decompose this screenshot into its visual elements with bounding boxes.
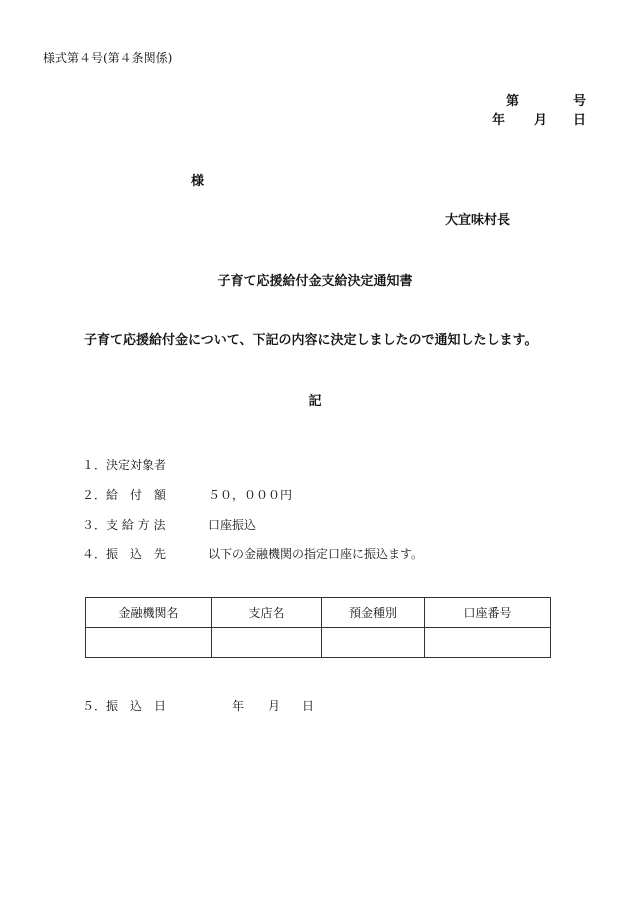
- cell-account-number: [425, 628, 551, 658]
- header-deposit-type: 預金種別: [322, 598, 425, 628]
- item-3-value: 口座振込: [208, 518, 257, 532]
- cell-bank-name: [86, 628, 212, 658]
- header-bank-name: 金融機関名: [86, 598, 212, 628]
- transfer-date-month: 月: [268, 699, 281, 713]
- header-account-number: 口座番号: [425, 598, 551, 628]
- header-branch-name: 支店名: [212, 598, 322, 628]
- cell-branch-name: [212, 628, 322, 658]
- date-month: 月: [534, 113, 548, 128]
- document-title: 子育て応援給付金支給決定通知書: [217, 274, 413, 289]
- doc-number-dai: 第: [506, 94, 520, 109]
- transfer-date-year: 年: [232, 699, 245, 713]
- item-2-value: ５０，０００円: [208, 488, 293, 502]
- date-year: 年: [492, 113, 506, 128]
- recipient-honorific: 様: [191, 174, 205, 189]
- issuer: 大宜味村長: [445, 213, 511, 228]
- item-4-label: ４．振 込 先: [82, 547, 167, 561]
- item-2-label: ２．給 付 額: [82, 488, 167, 502]
- cell-deposit-type: [322, 628, 425, 658]
- table-row: [86, 628, 551, 658]
- date-day: 日: [573, 113, 587, 128]
- item-1-label: １．決定対象者: [82, 458, 167, 472]
- body-text: 子育て応援給付金について、下記の内容に決定しましたので通知したします。: [84, 333, 538, 348]
- item-3-label: ３．支 給 方 法: [82, 518, 166, 532]
- item-4-value: 以下の金融機関の指定口座に振込ます。: [208, 547, 424, 561]
- table-header-row: [86, 598, 551, 628]
- transfer-date-label: ５．振 込 日: [82, 699, 167, 713]
- bank-account-table: [85, 597, 551, 658]
- ki-heading: 記: [308, 394, 322, 409]
- form-label: 様式第４号(第４条関係): [43, 51, 173, 65]
- doc-number-gou: 号: [573, 94, 587, 109]
- transfer-date-day: 日: [302, 699, 315, 713]
